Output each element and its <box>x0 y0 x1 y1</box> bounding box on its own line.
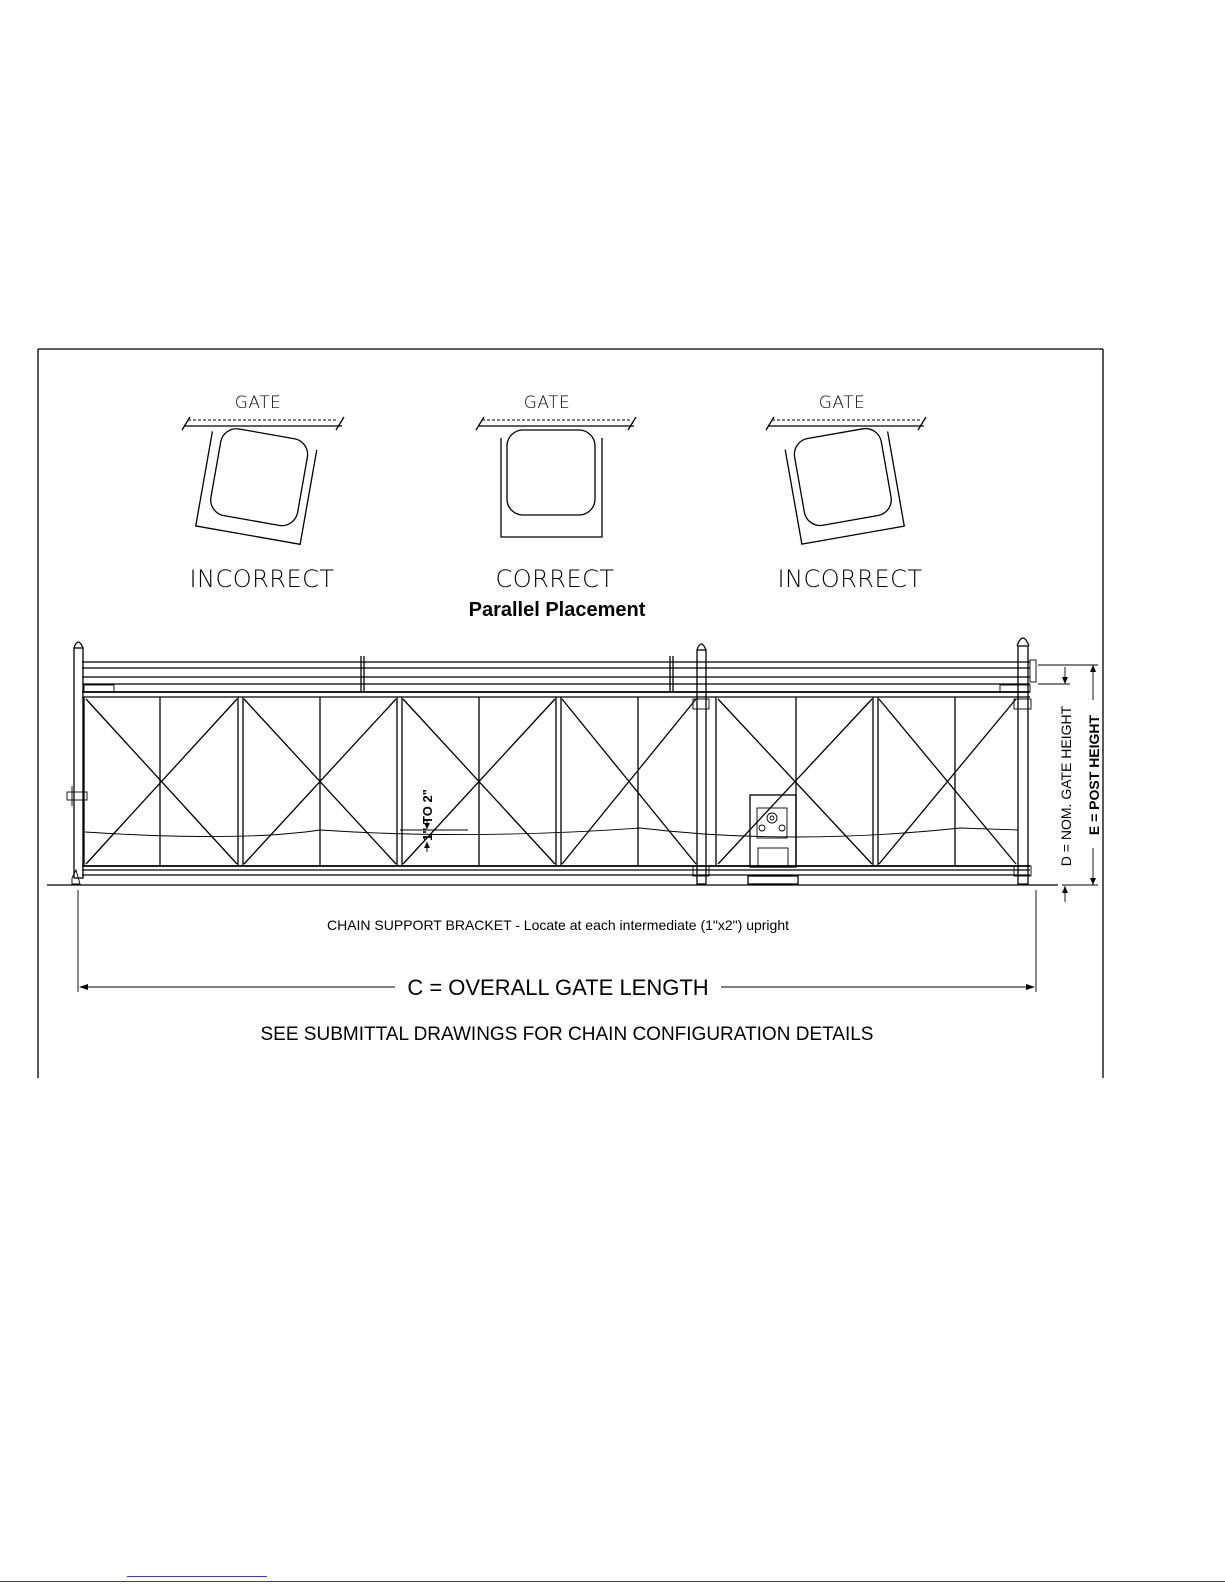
placement-detail-correct <box>476 393 636 593</box>
operator-bracket <box>748 795 798 884</box>
nominal-height-label: D = NOM. GATE HEIGHT <box>1058 705 1074 867</box>
footer-link-underline[interactable] <box>127 1576 267 1577</box>
gate-label-3: GATE <box>818 393 866 413</box>
middle-post <box>693 644 709 884</box>
gate-panel-frame <box>84 697 1016 866</box>
gate-label-2: GATE <box>523 393 571 413</box>
verdict-correct: CORRECT <box>495 565 615 593</box>
placement-detail-incorrect-left <box>182 393 344 593</box>
gate-label-1: GATE <box>234 393 282 413</box>
overall-length-label: C = OVERALL GATE LENGTH <box>407 975 709 1000</box>
footer-note: SEE SUBMITTAL DRAWINGS FOR CHAIN CONFIGURATION DETAILS <box>260 1024 874 1045</box>
placement-title: Parallel Placement <box>468 599 646 621</box>
placement-detail-incorrect-right <box>766 393 926 593</box>
gate-elevation <box>47 638 1102 992</box>
gap-note: 1" TO 2" <box>420 789 435 841</box>
drawing-frame <box>38 349 1103 1078</box>
verdict-incorrect-right: INCORRECT <box>777 565 923 593</box>
page-bottom-rule <box>0 1581 1225 1582</box>
bracket-note: CHAIN SUPPORT BRACKET - Locate at each intermediate (1"x2") upright <box>326 917 790 933</box>
right-post <box>1014 638 1036 884</box>
verdict-incorrect-left: INCORRECT <box>189 565 335 593</box>
post-height-label: E = POST HEIGHT <box>1086 714 1102 836</box>
